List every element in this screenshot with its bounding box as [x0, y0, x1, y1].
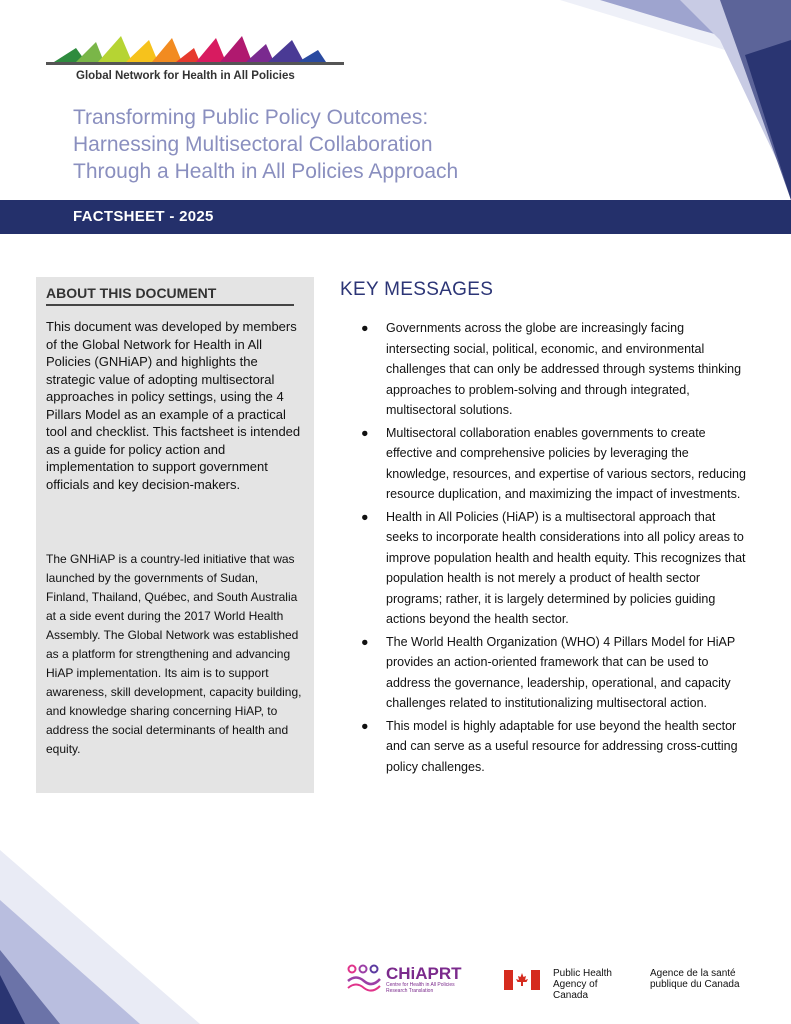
rainbow-logo-graphic: [46, 34, 346, 68]
banner-label: FACTSHEET - 2025: [73, 208, 214, 225]
list-item-text: Health in All Policies (HiAP) is a multisectoral approach that seeks to incorporate health considerations into all policy areas to improve population health and health equity. This recognizes that population health is not merely a product of health sector programs; rather, it is largely determined by policies guiding actions beyond the health sector.: [386, 509, 746, 626]
gnhiap-logo: [46, 34, 346, 84]
phac-name-en: Public Health Agency of Canada: [553, 968, 612, 1001]
list-item: [340, 632, 750, 714]
org-name: Global Network for Health in All Policies: [76, 70, 295, 82]
factsheet-banner: [0, 200, 791, 234]
about-sidebar: [36, 277, 314, 793]
canada-flag-icon: [504, 970, 540, 990]
list-item-text: This model is highly adaptable for use beyond the health sector and can serve as a useful resource for addressing cross-cutting policy challenges.: [386, 718, 738, 774]
phac-name-fr: Agence de la santé publique du Canada: [650, 968, 740, 990]
bullet-icon: ●: [361, 509, 369, 524]
title-line: Transforming Public Policy Outcomes:: [73, 106, 429, 129]
list-item-text: Multisectoral collaboration enables governments to create effective and comprehensive policies by leveraging the knowledge, resources, and expertise of various sectors, reducing resource duplication, and maximizing the impact of investments.: [386, 425, 746, 501]
chiaprt-people-icon: [346, 963, 382, 993]
list-item: [340, 423, 750, 505]
about-paragraph: This document was developed by members of the Global Network for Health in All Policies (GNHiAP) and highlights the strategic value of adopting multisectoral approaches in policy settings, using the 4 Pillars Model as an example of a practical tool and checklist. This factsheet is intended as a guide for policy action and implementation to support government officials and key decision-makers.: [46, 319, 301, 492]
list-item-text: Governments across the globe are increasingly facing intersecting social, political, economic, and environmental challenges that can only be addressed through systems thinking approaches to problem-solving and through integrated, multisectoral solutions.: [386, 321, 742, 417]
list-item: [340, 716, 750, 778]
bullet-icon: ●: [361, 321, 369, 335]
list-item: [340, 318, 750, 421]
title-line: Harnessing Multisectoral Collaboration: [73, 133, 433, 156]
about-paragraph: The GNHiAP is a country-led initiative that was launched by the governments of Sudan, Finland, Thailand, Québec, and South Australia at a side event during the 2017 World Health Assembly. The Global Network was established as a platform for strengthening and advancing HiAP implementation. Its aim is to support awareness, skill development, capacity building, and knowledge sharing concerning HiAP, to address the social determinants of health and equity.: [46, 552, 302, 756]
list-item: [340, 507, 750, 630]
bullet-icon: ●: [361, 718, 369, 733]
title-line: Through a Health in All Policies Approach: [73, 160, 459, 183]
chiaprt-logo: [346, 963, 486, 995]
bullet-icon: ●: [361, 634, 369, 649]
list-item-text: The World Health Organization (WHO) 4 Pillars Model for HiAP provides an action-oriented framework that can be used to address the governance, leadership, operational, and capacity challenges related to institutionalizing multisectoral action.: [386, 634, 735, 710]
bullet-icon: ●: [361, 425, 369, 440]
about-heading: ABOUT THIS DOCUMENT: [46, 285, 294, 306]
key-messages-list: [340, 318, 750, 779]
phac-logo: [504, 968, 754, 1001]
chiaprt-subtitle: Centre for Health in All Policies Research Translation: [386, 982, 455, 994]
key-messages-heading: KEY MESSAGES: [340, 279, 494, 300]
document-title: [73, 104, 593, 185]
chiaprt-name: CHiAPRT: [386, 964, 462, 983]
